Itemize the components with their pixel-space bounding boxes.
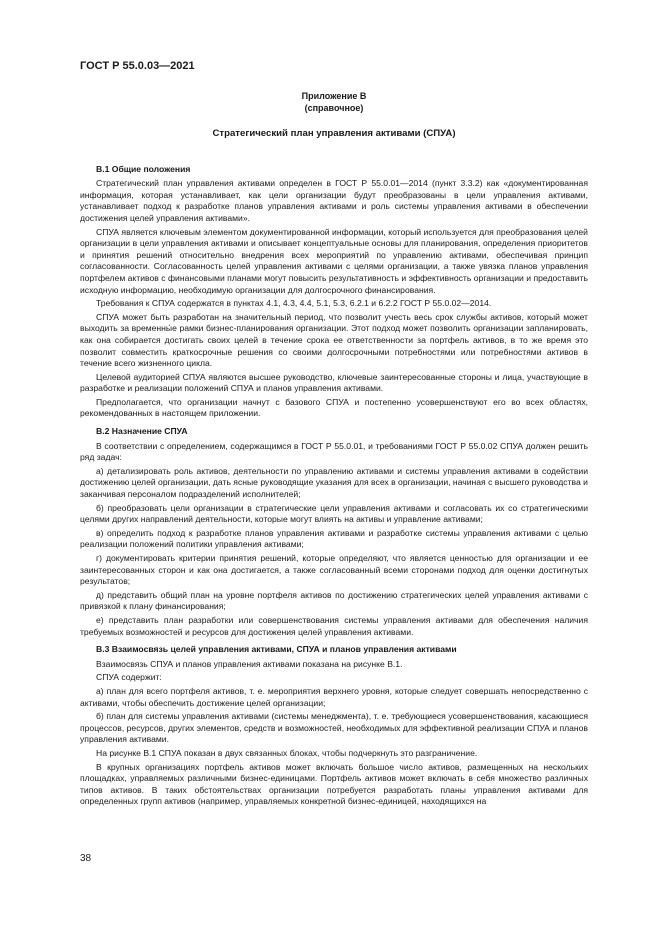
list-item: б) план для системы управления активами (системы менеджмента), т. е. требующиеся усовершенствования, касающиеся процессов, ресурсов, других элементов, средств и возможностей, необходимых для эффективной реализации СПУА и планов управления активами. bbox=[80, 711, 588, 745]
list-item: а) детализировать роль активов, деятельности по управлению активами и системы управления активами в содействии достижению целей организации, дать ясные руководящие указания для всех в организации, начиная с высшего руководства и заканчивая персоналом подразделений исполнителей; bbox=[80, 465, 588, 500]
list-item: а) план для всего портфеля активов, т. е. мероприятия верхнего уровня, которые следует совершать непосредственно с активами, чтобы обеспечить достижение целей организации; bbox=[80, 685, 588, 708]
annex-subtitle: (справочное) bbox=[304, 103, 364, 113]
paragraph: В крупных организациях портфель активов может включать большое число активов, размещенных на нескольких площадках, управляемых различными бизнес-единицами. Портфель активов может включать в себя множество различных типов активов. В таких обстоятельствах организации потребуется разработать планы управления активами для определенных групп активов (например, управляемых конкретной бизнес-единицей, находящихся на bbox=[80, 761, 588, 807]
paragraph: СПУА может быть разработан на значительный период, что позволит учесть весь срок службы активов, который может выходить за временны́е рамки бизнес-планирования организации. Этот подход может позволить организации запланировать, как она собирается достигать своих целей в течение срока ее ответственности за портфель активов, в то же время это позволит совместить краткосрочные решения со своими долгосрочными потребностями или потребностями активов в течение всего жизненного цикла. bbox=[80, 311, 588, 369]
paragraph: Требования к СПУА содержатся в пунктах 4.1, 4.3, 4.4, 5.1, 5.3, 6.2.1 и 6.2.2 ГОСТ Р 55.0.02—2014. bbox=[96, 298, 492, 309]
list-item: е) представить план разработки или совершенствования системы управления активами для обеспечения наличия требуемых возможностей и ресурсов для достижения целей управления активами. bbox=[80, 614, 588, 637]
paragraph: Предполагается, что организации начнут с базового СПУА и постепенно усовершенствуют его во всех областях, рекомендованных в настоящем приложении. bbox=[80, 396, 588, 419]
list-item: д) представить общий план на уровне портфеля активов по достижению стратегических целей управления активами с привязкой к плану финансирования; bbox=[80, 589, 588, 612]
list-item: б) преобразовать цели организации в стратегические цели управления активами и согласовать их со стратегическими целями других направлений деятельности, которые могут влиять на активы и управление активами; bbox=[80, 502, 588, 525]
paragraph: Целевой аудиторией СПУА являются высшее руководство, ключевые заинтересованные стороны и лица, участвующие в разработке и реализации положений СПУА и планов управления активами. bbox=[80, 371, 588, 394]
paragraph: СПУА содержит: bbox=[96, 672, 162, 683]
section-heading: В.2 Назначение СПУА bbox=[96, 426, 188, 437]
annex-title: Приложение В bbox=[301, 91, 367, 101]
section-heading: В.1 Общие положения bbox=[96, 163, 191, 174]
paragraph: В соответствии с определением, содержащимся в ГОСТ Р 55.0.01, и требованиями ГОСТ Р 55.0.02 СПУА должен решить ряд задач: bbox=[80, 440, 588, 463]
paragraph: СПУА является ключевым элементом документированной информации, который используется для преобразования целей организации в цели управления активами и описывает концептуальные основы для планирования, определения приоритетов и принятия решений относительно внедрения всех мероприятий по управлению активами, обеспечивая принцип согласованности. Согласованность целей управления активами с целями организации, а также увязка планов управления портфелем активов с финансовыми планами могут повысить результативность и эффективность организации и предоставить исходную информацию, необходимую организации для долгосрочного финансирования. bbox=[80, 226, 588, 295]
paragraph: Взаимосвязь СПУА и планов управления активами показана на рисунке В.1. bbox=[96, 658, 403, 669]
document-code: ГОСТ Р 55.0.03—2021 bbox=[80, 60, 195, 72]
page-number: 38 bbox=[80, 853, 92, 864]
document-title: Стратегический план управления активами (СПУА) bbox=[212, 128, 456, 139]
list-item: в) определить подход к разработке планов управления активами и разработке системы управления активами с целью реализации положений политики управления активами; bbox=[80, 527, 588, 550]
list-item: г) документировать критерии принятия решений, которые определяют, что является ценностью для организации и ее заинтересованных сторон и как она достигается, а также согласованный всеми сторонами подход для оценки достигнутых результатов; bbox=[80, 553, 588, 587]
section-heading: В.3 Взаимосвязь целей управления активами, СПУА и планов управления активами bbox=[96, 644, 457, 655]
paragraph: На рисунке В.1 СПУА показан в двух связанных блоках, чтобы подчеркнуть это разграничение. bbox=[96, 747, 478, 758]
paragraph: Стратегический план управления активами определен в ГОСТ Р 55.0.01—2014 (пункт 3.3.2) как «документированная информация, которая устанавливает, как цели организации будут преобразованы в цели управления активами, устанавливает подход к разработке планов управления активами и роль системы управления активами в обеспечении достижения целей управления активами». bbox=[80, 178, 588, 223]
page-content bbox=[80, 90, 588, 810]
